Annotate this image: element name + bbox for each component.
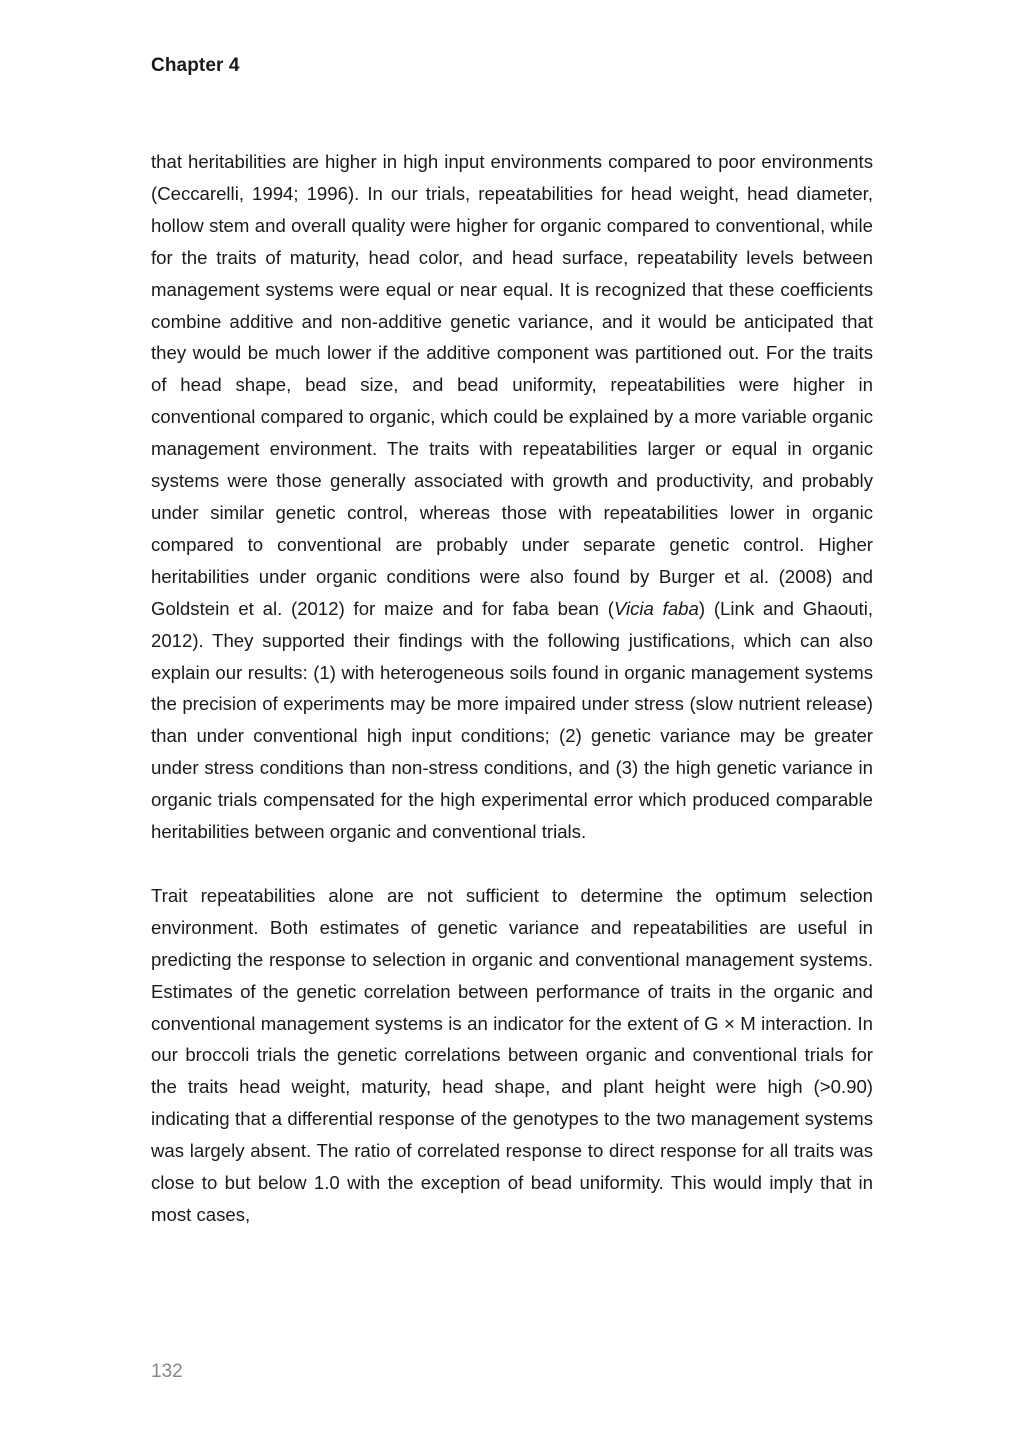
paragraph-trait-repeatabilities: Trait repeatabilities alone are not sufficient to determine the optimum selection environment. Both estimates of genetic variance and repeatabilities are useful in predicting the response to selection in organic and conventional management systems. Estimates of the genetic correlation between performance of traits in the organic and conventional management systems is an indicator for the extent of G × M interaction. In our broccoli trials the genetic correlations between organic and conventional trials for the traits head weight, maturity, head shape, and plant height were high (>0.90) indicating that a differential response of the genotypes to the two management systems was largely absent. The ratio of correlated response to direct response for all traits was close to but below 1.0 with the exception of bead uniformity. This would imply that in most cases, [151, 884, 873, 1225]
page-number: 132 [151, 1361, 183, 1382]
paragraph-1-text-a: that heritabilities are higher in high input environments compared to poor environments (Ceccarelli, 1994; 1996). In our trials, repeatabilities for head weight, head diameter, hollow stem and overall quality were higher for organic compared to conventional, while for the traits of maturity, head color, and head surface, repeatability levels between management systems were equal or near equal. It is recognized that these coefficients combine additive and non-additive genetic variance, and it would be anticipated that they would be much lower if the additive component was partitioned out. For the traits of head shape, bead size, and bead uniformity, repeatabilities were higher in conventional compared to organic, which could be explained by a more variable organic management environment. The traits with repeatabilities larger or equal in organic systems were those generally associated with growth and productivity, and probably under similar genetic control, whereas those with repeatabilities lower in organic compared to conventional are probably under separate genetic control. Higher heritabilities under organic conditions were also found by Burger et al. (2008) and Goldstein et al. (2012) for maize and for faba bean ( [151, 151, 873, 619]
body-text [151, 146, 873, 1231]
paragraph-1-text-b: ) (Link and Ghaouti, 2012). They supported their findings with the following justifications, which can also explain our results: (1) with heterogeneous soils found in organic management systems the precision of experiments may be more impaired under stress (slow nutrient release) than under conventional high input conditions; (2) genetic variance may be greater under stress conditions than non-stress conditions, and (3) the high genetic variance in organic trials compensated for the high experimental error which produced comparable heritabilities between organic and conventional trials. [151, 597, 873, 843]
running-head-chapter: Chapter 4 [151, 55, 240, 76]
species-name-italic: Vicia faba [613, 597, 699, 619]
paragraph-heritability-discussion [151, 146, 873, 848]
